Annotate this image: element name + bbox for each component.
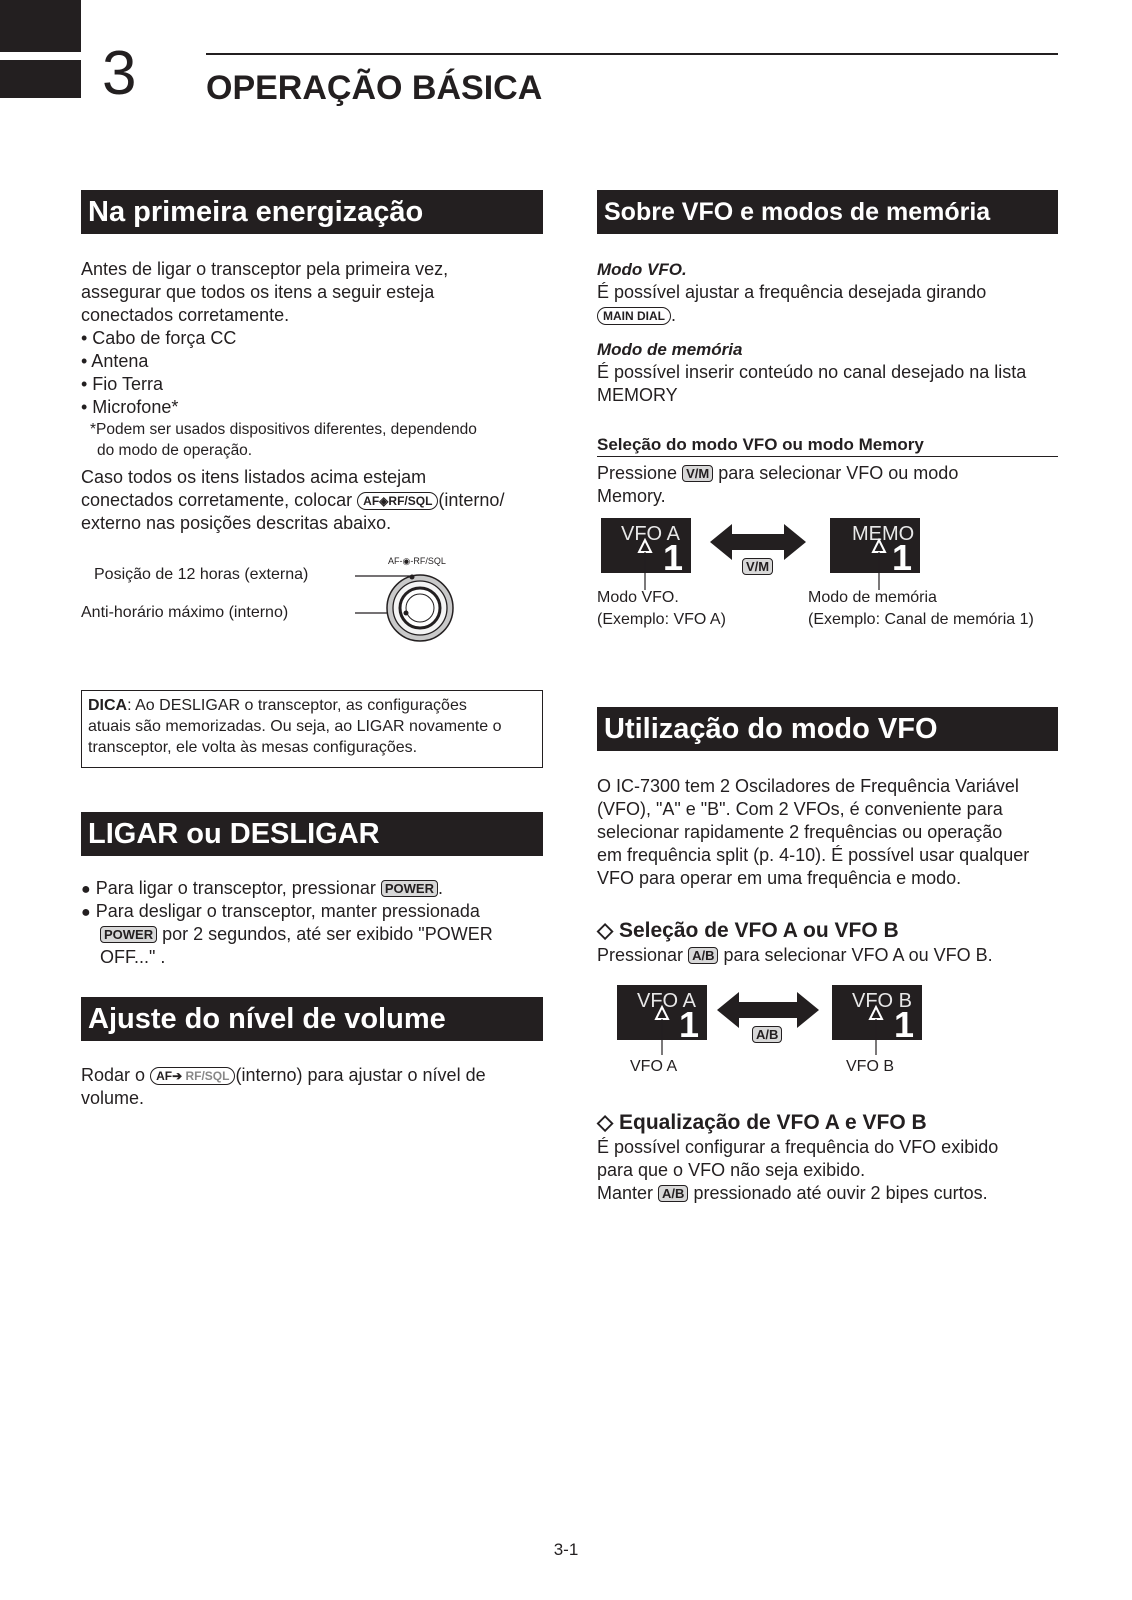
power-key: POWER xyxy=(381,880,438,897)
caption-vfo-2: (Exemplo: VFO A) xyxy=(597,611,726,628)
vm-key-diagram: V/M xyxy=(742,558,773,577)
display-vfo-b: VFO B 1 xyxy=(832,985,922,1040)
caption-mem-1: Modo de memória xyxy=(808,589,937,606)
first-power-after-3: externo nas posições descritas abaixo. xyxy=(81,513,392,533)
vfo-select-text: Pressionar A/B para selecionar VFO A ou VFO B. xyxy=(597,945,993,965)
footnote-1: *Podem ser usados dispositivos diferentes, dependendo xyxy=(90,421,477,438)
caption-vfo-1: Modo VFO. xyxy=(597,589,679,606)
tip-box: DICA: Ao DESLIGAR o transceptor, as configurações atuais são memorizadas. Ou seja, ao LIGAR novamente o transceptor, ele volta às mesas configurações. xyxy=(81,690,543,768)
chapter-number: 3 xyxy=(102,39,137,108)
vfo-mode-title: Modo VFO. xyxy=(597,260,687,279)
list-item: • Fio Terra xyxy=(81,374,163,394)
power-bullet-2: ● Para desligar o transceptor, manter pressionada xyxy=(81,901,480,921)
display-memo: MEMO 1 xyxy=(830,518,920,573)
list-item: • Cabo de força CC xyxy=(81,328,237,348)
vfo-equalize-title: ◇ Equalização de VFO A e VFO B xyxy=(597,1111,927,1134)
chapter-tab-top xyxy=(0,0,81,52)
bullet-icon: ● xyxy=(81,904,91,921)
ab-key: A/B xyxy=(658,1185,688,1202)
vfo-mode-text: É possível ajustar a frequência desejada girando xyxy=(597,282,987,302)
label-position-ccw: Anti-horário máximo (interno) xyxy=(81,604,289,621)
select-mode-title: Seleção do modo VFO ou modo Memory xyxy=(597,435,924,454)
section-vfo-memory-heading: Sobre VFO e modos de memória xyxy=(597,190,1058,234)
power-bullet-2-line-3: OFF..." . xyxy=(100,947,166,967)
vfo-use-para-2: (VFO), "A" e "B". Com 2 VFOs, é conveniente para xyxy=(597,799,1003,819)
ab-key: A/B xyxy=(688,947,718,964)
page-number: 3-1 xyxy=(553,1540,579,1559)
section-vfo-use-heading: Utilização do modo VFO xyxy=(597,707,1058,751)
caption-vfo-b: VFO B xyxy=(846,1058,895,1075)
list-item: • Microfone* xyxy=(81,397,179,417)
chapter-rule xyxy=(206,53,1058,55)
af-rfsql-knob-key: AF◈RF/SQL xyxy=(357,492,438,510)
tip-label: DICA xyxy=(88,697,128,714)
volume-line-2: volume. xyxy=(81,1088,145,1108)
chapter-tab-bottom xyxy=(0,60,81,98)
display-vfo-a: VFO A 1 xyxy=(617,985,707,1040)
vfo-use-para-4: em frequência split (p. 4-10). É possível usar qualquer xyxy=(597,845,1030,865)
select-mode-text-2: Memory. xyxy=(597,486,666,506)
memory-mode-text-1: É possível inserir conteúdo no canal desejado na lista xyxy=(597,362,1027,382)
ab-key-diagram: A/B xyxy=(752,1026,782,1045)
first-power-after-2: conectados corretamente, colocar AF◈RF/SQL (interno/ xyxy=(81,490,505,510)
section-first-power-heading: Na primeira energização xyxy=(81,190,543,234)
af-rfsql-knob-illustration xyxy=(350,565,460,645)
power-bullet-2-line-2: POWER por 2 segundos, até ser exibido "POWER xyxy=(100,923,493,946)
caption-vfo-a: VFO A xyxy=(630,1058,678,1075)
first-power-intro-3: conectados corretamente. xyxy=(81,305,290,325)
label-position-12: Posição de 12 horas (externa) xyxy=(94,566,309,583)
vfo-equalize-text-1: É possível configurar a frequência do VFO exibido xyxy=(597,1137,999,1157)
chapter-title: OPERAÇÃO BÁSICA xyxy=(206,69,543,107)
memory-mode-title: Modo de memória xyxy=(597,340,743,359)
select-mode-rule xyxy=(597,456,1058,457)
vfo-select-title: ◇ Seleção de VFO A ou VFO B xyxy=(597,919,899,942)
vfo-use-para-1: O IC-7300 tem 2 Osciladores de Frequência Variável xyxy=(597,776,1019,796)
first-power-intro-1: Antes de ligar o transceptor pela primeira vez, xyxy=(81,259,449,279)
section-power-heading: LIGAR ou DESLIGAR xyxy=(81,812,543,856)
vfo-memory-diagram-arrows xyxy=(600,518,920,590)
af-rfsql-knob-key: AF➔ RF/SQL xyxy=(150,1067,235,1085)
power-key: POWER xyxy=(100,926,157,943)
main-dial-key: MAIN DIAL xyxy=(597,307,671,325)
display-vfo-a: VFO A 1 xyxy=(601,518,691,573)
vfo-mode-text-2: MAIN DIAL . xyxy=(597,304,676,327)
caption-mem-2: (Exemplo: Canal de memória 1) xyxy=(808,611,1034,628)
section-volume-heading: Ajuste do nível de volume xyxy=(81,997,543,1041)
footnote-2: do modo de operação. xyxy=(97,442,253,459)
first-power-intro-2: assegurar que todos os itens a seguir esteja xyxy=(81,282,435,302)
bullet-icon: ● xyxy=(81,881,91,898)
memory-mode-text-2: MEMORY xyxy=(597,385,678,405)
vfo-use-para-3: selecionar rapidamente 2 frequências ou operação xyxy=(597,822,1003,842)
power-bullet-1: ● Para ligar o transceptor, pressionar POWER . xyxy=(81,878,443,898)
volume-line-1: Rodar o AF➔ RF/SQL (interno) para ajustar o nível de xyxy=(81,1065,486,1085)
first-power-after-1: Caso todos os itens listados acima estejam xyxy=(81,467,427,487)
vfo-use-para-5: VFO para operar em uma frequência e modo. xyxy=(597,868,962,888)
list-item: • Antena xyxy=(81,351,149,371)
vfo-equalize-text-2: para que o VFO não seja exibido. xyxy=(597,1160,866,1180)
select-mode-text: Pressione V/M para selecionar VFO ou modo xyxy=(597,463,959,483)
vm-key: V/M xyxy=(682,465,713,482)
knob-top-label: AF-◉-RF/SQL xyxy=(388,556,446,566)
vfo-equalize-text-3: Manter A/B pressionado até ouvir 2 bipes curtos. xyxy=(597,1183,988,1203)
